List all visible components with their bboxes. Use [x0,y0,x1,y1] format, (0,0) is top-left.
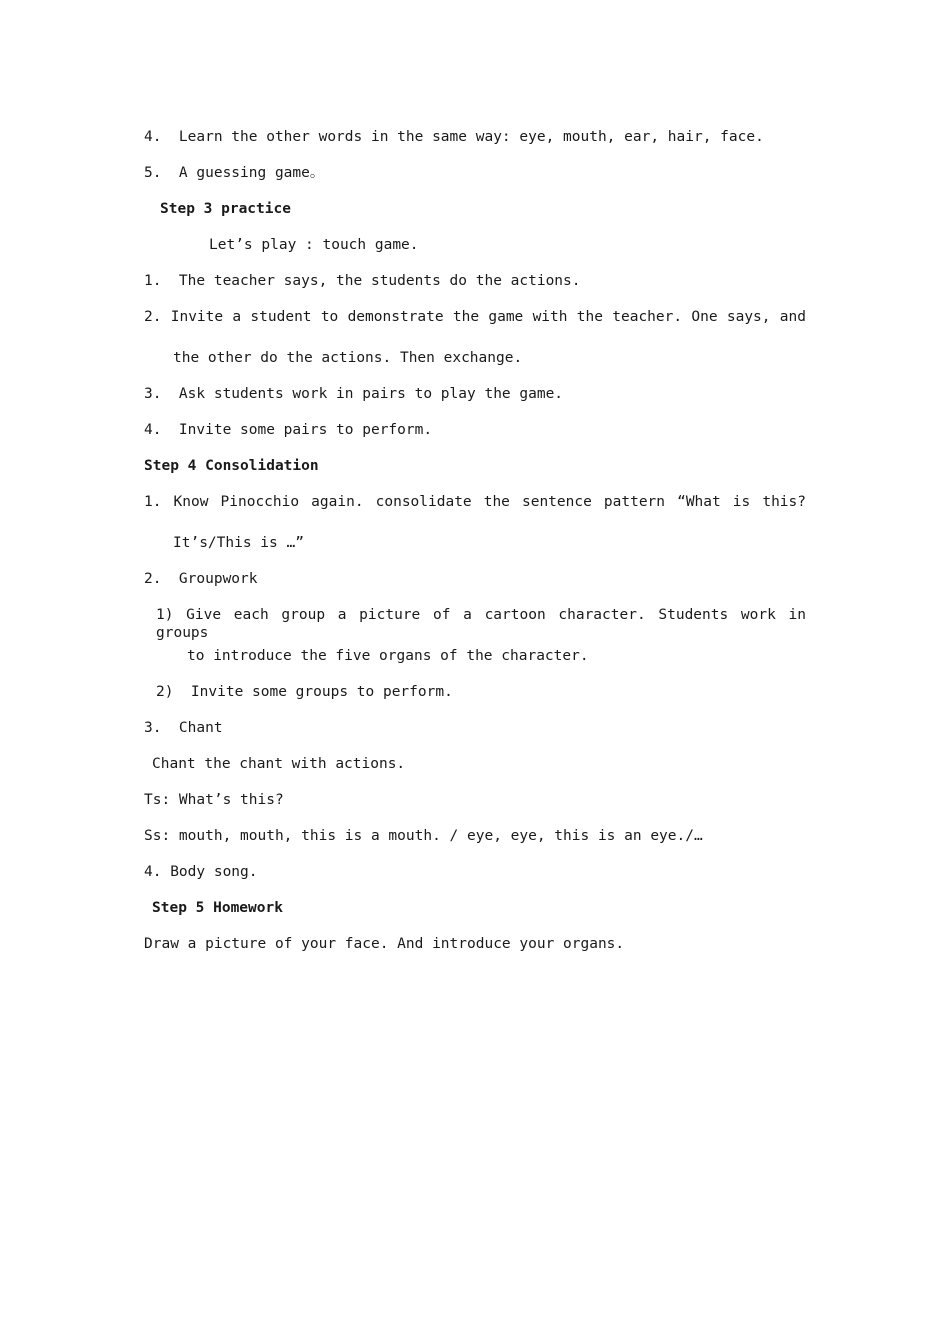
step-4-heading: Step 4 Consolidation [144,458,319,474]
paragraph: Let’s play : touch game. [209,237,419,253]
list-item: 2. Invite a student to demonstrate the game with the teacher. One says, and [144,309,806,325]
list-item-continuation: It’s/This is …” [173,535,304,551]
list-item: 4. Invite some pairs to perform. [144,422,433,438]
list-item: 2. Groupwork [144,571,258,587]
sub-list-item: 1) Give each group a picture of a cartoon character. Students work in groups [156,607,806,641]
list-item-continuation: the other do the actions. Then exchange. [173,350,523,366]
list-item: 3. Chant [144,720,223,736]
list-item: 1. Know Pinocchio again. consolidate the sentence pattern “What is this? [144,494,806,510]
list-item: 1. The teacher says, the students do the actions. [144,273,581,289]
paragraph: Ts: What’s this? [144,792,284,808]
sub-list-item: 2) Invite some groups to perform. [156,684,453,700]
sub-list-item-continuation: to introduce the five organs of the character. [187,648,589,664]
list-item: 4. Learn the other words in the same way: eye, mouth, ear, hair, face. [144,129,764,145]
list-item: 5. A guessing game。 [144,165,325,181]
paragraph: Ss: mouth, mouth, this is a mouth. / eye, eye, this is an eye./… [144,828,703,844]
list-item: 3. Ask students work in pairs to play the game. [144,386,564,402]
step-3-heading: Step 3 practice [160,201,291,217]
step-5-heading: Step 5 Homework [152,900,283,916]
paragraph: Draw a picture of your face. And introduce your organs. [144,936,625,952]
paragraph: Chant the chant with actions. [152,756,406,772]
list-item: 4. Body song. [144,864,258,880]
